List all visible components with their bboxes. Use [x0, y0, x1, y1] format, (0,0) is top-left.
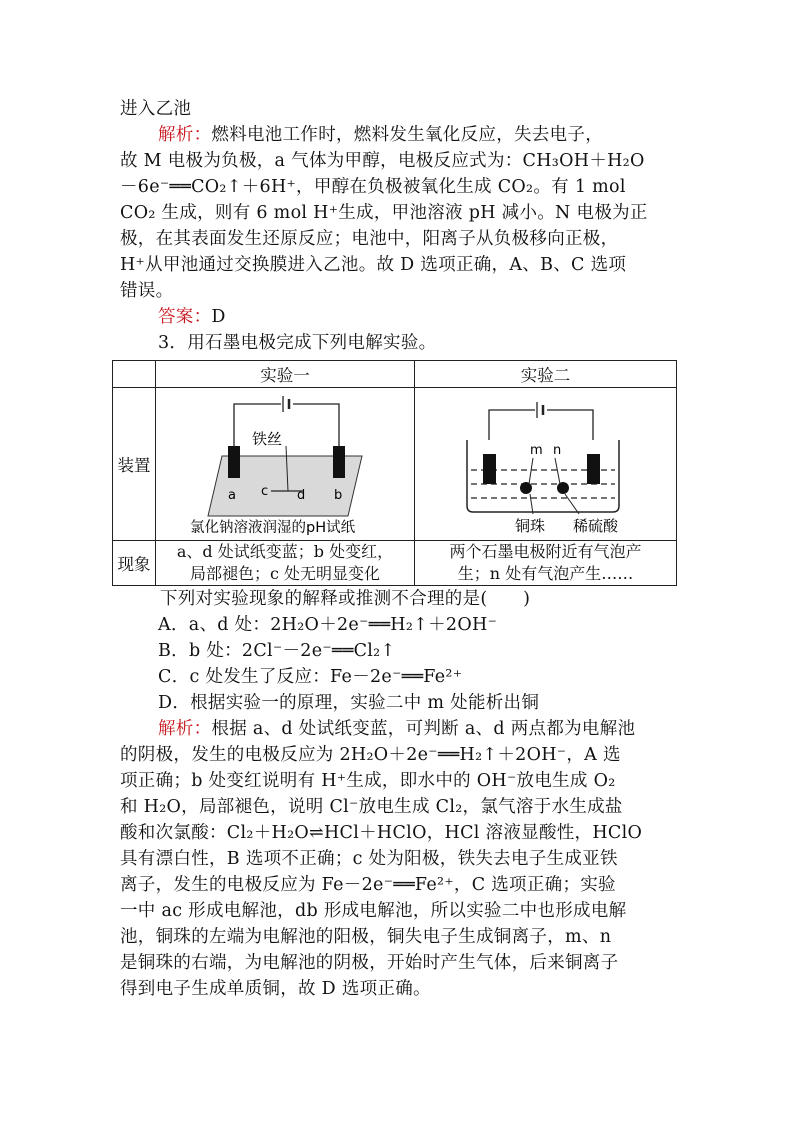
answer-line — [120, 304, 676, 330]
label-d: d — [297, 488, 306, 503]
graphite-electrode-right — [587, 454, 600, 484]
text-line: H⁺从甲池通过交换膜进入乙池。故 D 选项正确，A、B、C 选项 — [120, 255, 627, 275]
analysis-line: 的阴极，发生的电极反应为 2H₂O＋2e⁻══H₂↑＋2OH⁻，A 选 — [120, 745, 621, 765]
label-dilute-acid: 稀硫酸 — [573, 517, 619, 535]
question-stem: 3．用石墨电极完成下列电解实验。 — [158, 333, 437, 353]
question-line: 下列对实验现象的解释或推测不合理的是( ) — [160, 589, 531, 609]
analysis-line: 离子，发生的电极反应为 Fe－2e⁻══Fe²⁺，C 选项正确；实验 — [120, 875, 616, 895]
apparatus-2-diagram — [415, 388, 675, 536]
text-line: －6e⁻══CO₂↑＋6H⁺，甲醇在负极被氧化生成 CO₂。有 1 mol — [120, 177, 626, 197]
graphite-electrode-left — [483, 454, 496, 484]
option-c: C．c 处发生了反应：Fe－2e⁻══Fe²⁺ — [158, 667, 463, 687]
label-n: n — [553, 443, 562, 458]
label-c: c — [261, 484, 269, 499]
analysis-line: 得到电子生成单质铜，故 D 选项正确。 — [120, 979, 431, 999]
analysis-2-text: 根据 a、d 处试纸变蓝，可判断 a、d 两点都为电解池 — [211, 719, 636, 739]
analysis-label: 解析： — [158, 125, 212, 145]
apparatus-1-diagram — [156, 388, 414, 536]
label-b: b — [334, 488, 343, 503]
phenomenon-experiment-1 — [156, 541, 415, 586]
label-iron-wire: 铁丝 — [252, 430, 283, 448]
text-line: 故 M 电极为负极，a 气体为甲醇，电极反应式为：CH₃OH＋H₂O — [120, 151, 645, 171]
row-label-phenomenon: 现象 — [113, 541, 156, 586]
label-m: m — [530, 443, 543, 458]
phenomenon-experiment-2 — [415, 541, 677, 586]
answer-label: 答案： — [158, 307, 212, 327]
figure-experiment-1 — [156, 388, 415, 541]
option-b: B．b 处：2Cl⁻－2e⁻══Cl₂↑ — [158, 641, 396, 661]
analysis-line: 项正确；b 处变红说明有 H⁺生成，即水中的 OH⁻放电生成 O₂ — [120, 771, 616, 791]
phenomenon-1-line-1: a、d 处试纸变蓝；b 处变红， — [176, 542, 394, 561]
analysis-line: 具有漂白性，B 选项不正确；c 处为阳极，铁失去电子生成亚铁 — [120, 849, 618, 869]
figure-experiment-2 — [415, 388, 677, 541]
label-a: a — [228, 488, 236, 503]
text-line: 错误。 — [120, 281, 174, 301]
option-a: A．a、d 处：2H₂O＋2e⁻══H₂↑＋2OH⁻ — [158, 615, 498, 635]
table-corner-cell — [113, 361, 156, 388]
analysis-paragraph-first-line — [120, 122, 676, 148]
experiment-table — [112, 360, 677, 586]
copper-bead-right — [557, 482, 569, 494]
text-line: CO₂ 生成，则有 6 mol H⁺生成，甲池溶液 pH 减小。N 电极为正 — [120, 203, 648, 223]
analysis-2-label: 解析： — [158, 719, 212, 739]
analysis-line: 和 H₂O，局部褪色，说明 Cl⁻放电生成 Cl₂，氯气溶于水生成盐 — [120, 797, 623, 817]
analysis-line: 一中 ac 形成电解池，db 形成电解池，所以实验二中也形成电解 — [120, 901, 627, 921]
analysis-line: 是铜珠的右端，为电解池的阴极，开始时产生气体，后来铜离子 — [120, 953, 619, 973]
analysis-line: 酸和次氯酸：Cl₂＋H₂O⇌HCl＋HClO，HCl 溶液显酸性，HClO — [120, 823, 643, 843]
label-copper-bead: 铜珠 — [515, 517, 546, 535]
electrode-b — [333, 446, 345, 478]
analysis-text: 燃料电池工作时，燃料发生氧化反应，失去电子， — [211, 125, 604, 145]
header-experiment-2: 实验二 — [415, 361, 677, 388]
header-experiment-1: 实验一 — [156, 361, 415, 388]
electrode-a — [228, 446, 240, 478]
option-d: D．根据实验一的原理，实验二中 m 处能析出铜 — [158, 693, 540, 713]
phenomenon-1-line-2: 局部褪色；c 处无明显变化 — [189, 564, 381, 583]
page-content — [117, 96, 676, 1002]
caption-ph-paper: 氯化钠溶液润湿的pH试纸 — [190, 520, 356, 536]
analysis-line: 池，铜珠的左端为电解池的阳极，铜失电子生成铜离子，m、n — [120, 927, 612, 947]
analysis-2-first-line — [120, 716, 676, 742]
row-label-device: 装置 — [113, 388, 156, 541]
phenomenon-2-line-2: 生；n 处有气泡产生…… — [457, 564, 634, 583]
phenomenon-2-line-1: 两个石墨电极附近有气泡产 — [449, 542, 642, 561]
text-line: 进入乙池 — [120, 99, 192, 119]
answer-value: D — [211, 307, 226, 327]
copper-bead-left — [520, 482, 532, 494]
text-line: 极，在其表面发生还原反应；电池中，阳离子从负极移向正极， — [120, 229, 619, 249]
